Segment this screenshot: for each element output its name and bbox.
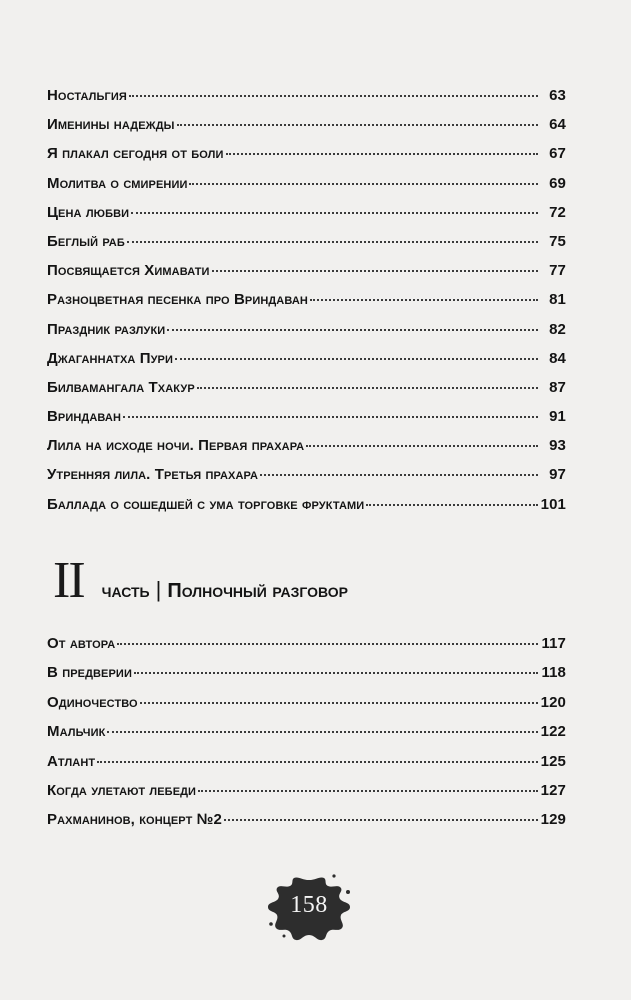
toc-entry-title: Праздник разлуки xyxy=(47,320,166,338)
toc-entry-page: 97 xyxy=(549,466,566,484)
toc-entry-title: Когда улетают лебеди xyxy=(47,781,197,799)
leader-dots xyxy=(131,212,538,214)
toc-entry xyxy=(47,723,566,752)
toc-entry-title: Вриндаван xyxy=(47,408,121,426)
toc-entry-title: Ностальгия xyxy=(47,87,127,104)
toc-entry-title: Посвящается Химавати xyxy=(47,262,210,280)
toc-entry-page: 81 xyxy=(549,291,566,309)
toc-entry-page: 72 xyxy=(549,203,566,221)
toc-entry xyxy=(47,694,566,723)
leader-dots xyxy=(123,416,538,418)
toc-entry-page: 127 xyxy=(540,781,566,799)
toc-entry xyxy=(47,291,566,320)
toc-entry-page: 125 xyxy=(540,752,566,770)
part-numeral: II xyxy=(53,552,84,609)
toc-entry-page: 118 xyxy=(541,664,566,682)
leader-dots xyxy=(177,124,538,126)
toc-entry xyxy=(47,175,566,204)
toc-entry xyxy=(47,321,566,350)
leader-dots xyxy=(189,183,538,185)
leader-dots xyxy=(212,270,538,272)
toc-entry xyxy=(47,811,566,840)
toc-entry-page: 84 xyxy=(549,349,566,367)
leader-dots xyxy=(310,299,538,301)
leader-dots xyxy=(197,387,538,389)
toc-entry-title: Молитва о смирении xyxy=(47,174,188,192)
leader-dots xyxy=(129,95,538,97)
leader-dots xyxy=(127,241,538,243)
leader-dots xyxy=(260,474,538,476)
part-title: Полночный разговор xyxy=(167,580,348,602)
toc-entry-page: 101 xyxy=(540,495,566,513)
toc-entry-title: Цена любви xyxy=(47,203,130,221)
toc-entry-title: Разноцветная песенка про Вриндаван xyxy=(47,291,308,309)
toc-entry-title: Я плакал сегодня от боли xyxy=(47,145,224,163)
page-number: 158 xyxy=(290,892,328,918)
toc-entry-page: 82 xyxy=(549,320,566,338)
leader-dots xyxy=(198,790,538,792)
toc-entry xyxy=(47,379,566,408)
leader-dots xyxy=(107,731,538,733)
toc-entry-title: Мальчик xyxy=(47,723,106,741)
toc-entry xyxy=(47,233,566,262)
toc-entry-title: Билвамангала Тхакур xyxy=(47,378,195,396)
leader-dots xyxy=(167,329,538,331)
toc-entry-title: От автора xyxy=(47,635,116,652)
toc-entry-title: Лила на исходе ночи. Первая прахара xyxy=(47,437,305,455)
part-separator: | xyxy=(155,577,162,602)
toc-entry-title: Одиночество xyxy=(47,693,138,711)
toc-entry-page: 117 xyxy=(541,635,566,652)
toc-entry-page: 63 xyxy=(549,87,566,104)
toc-part-two-list xyxy=(47,635,566,841)
leader-dots xyxy=(226,153,539,155)
toc-entry-title: Утренняя лила. Третья прахара xyxy=(47,466,259,484)
leader-dots xyxy=(134,672,538,674)
toc-entry xyxy=(47,350,566,379)
toc-entry-title: Именины надежды xyxy=(47,116,175,134)
toc-entry xyxy=(47,635,566,664)
toc-entry-page: 87 xyxy=(549,378,566,396)
toc-entry-page: 129 xyxy=(540,811,566,829)
toc-entry xyxy=(47,408,566,437)
part-two-heading xyxy=(53,552,348,609)
page-number-badge xyxy=(264,872,354,942)
leader-dots xyxy=(306,445,538,447)
leader-dots xyxy=(117,643,538,645)
toc-entry-title: Рахманинов, концерт №2 xyxy=(47,811,222,829)
toc-entry-page: 75 xyxy=(549,232,566,250)
toc-entry xyxy=(47,466,566,495)
toc-entry-title: Беглый раб xyxy=(47,232,125,250)
toc-entry xyxy=(47,753,566,782)
toc-entry-page: 67 xyxy=(549,145,566,163)
toc-entry xyxy=(47,87,566,116)
toc-entry xyxy=(47,204,566,233)
leader-dots xyxy=(140,702,538,704)
toc-entry xyxy=(47,437,566,466)
toc-entry-title: Джаганнатха Пури xyxy=(47,349,173,367)
leader-dots xyxy=(366,504,538,506)
toc-entry-title: Баллада о сошедшей с ума торговке фруктами xyxy=(47,495,365,513)
toc-entry-page: 91 xyxy=(549,408,566,426)
toc-part-one-list xyxy=(47,87,566,525)
toc-entry xyxy=(47,116,566,145)
toc-entry-page: 64 xyxy=(549,116,566,134)
toc-entry-page: 122 xyxy=(540,723,566,741)
toc-entry-page: 120 xyxy=(540,693,566,711)
toc-entry xyxy=(47,262,566,291)
toc-entry xyxy=(47,145,566,174)
toc-entry-title: В предверии xyxy=(47,664,132,682)
toc-entry-page: 77 xyxy=(549,262,566,280)
toc-entry xyxy=(47,664,566,693)
toc-entry xyxy=(47,496,566,525)
toc-entry-page: 69 xyxy=(549,174,566,192)
toc-entry xyxy=(47,782,566,811)
part-word: часть xyxy=(101,580,150,602)
leader-dots xyxy=(175,358,538,360)
toc-entry-page: 93 xyxy=(549,437,566,455)
leader-dots xyxy=(97,761,538,763)
leader-dots xyxy=(224,819,538,821)
toc-entry-title: Атлант xyxy=(47,752,96,770)
